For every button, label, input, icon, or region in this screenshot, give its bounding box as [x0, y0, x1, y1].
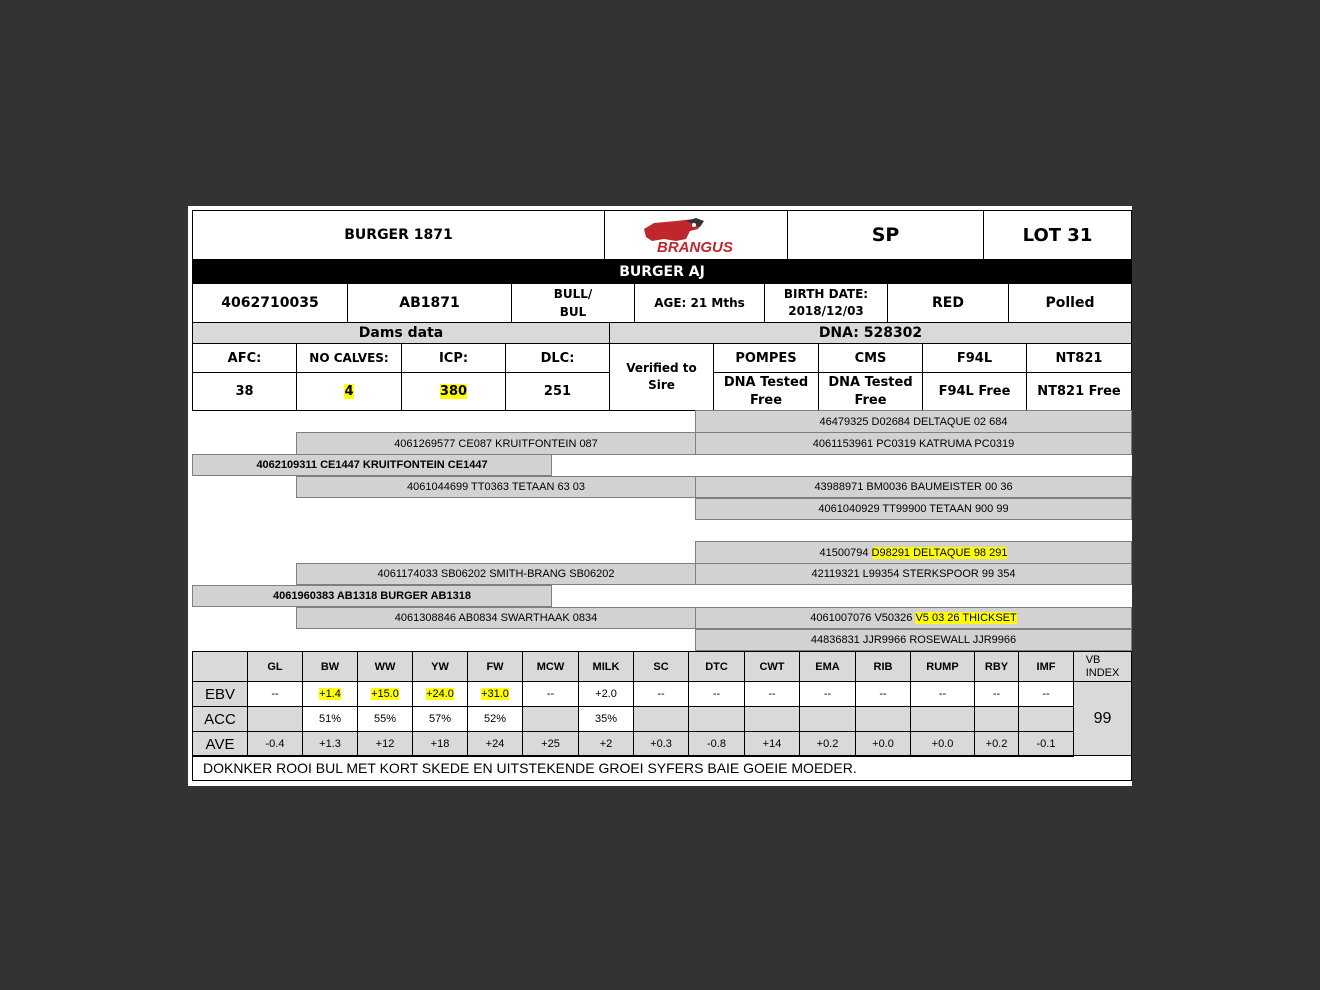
- ebv-value: +12: [357, 731, 413, 757]
- logo-text: BRANGUS: [657, 239, 733, 256]
- ebv-value: --: [247, 681, 303, 707]
- pedigree-dam-sire-sire: [695, 541, 1132, 564]
- comment-text: DOKNKER ROOI BUL MET KORT SKEDE EN UITSTEKENDE GROEI SYFERS BAIE GOEIE MOEDER.: [192, 755, 1132, 781]
- ebv-value: --: [910, 681, 975, 707]
- ebv-row-label: AVE: [192, 731, 248, 757]
- registration-number: AB1871: [347, 283, 512, 323]
- ebv-value: [302, 681, 358, 707]
- dna-test-name: NT821: [1026, 343, 1132, 373]
- birth-date-label: BIRTH DATE:: [783, 287, 869, 301]
- dna-test-result: DNA Tested Free: [818, 372, 923, 411]
- ebv-value: [357, 681, 413, 707]
- animal-name: BURGER 1871: [192, 210, 605, 260]
- ebv-value: [412, 681, 468, 707]
- ebv-value: 57%: [412, 706, 468, 732]
- pedigree-sire-sire-dam: 4061153961 PC0319 KATRUMA PC0319: [695, 432, 1132, 455]
- ebv-value: +25: [522, 731, 579, 757]
- ebv-highlight: +24.0: [426, 688, 454, 700]
- pedigree-dam-dam-dam: 44836831 JJR9966 ROSEWALL JJR9966: [695, 629, 1132, 651]
- ebv-column-header: BW: [302, 651, 358, 682]
- ebv-row-label: ACC: [192, 706, 248, 732]
- grade-label: SP: [787, 210, 984, 260]
- dams-data-heading: Dams data: [192, 322, 610, 344]
- no-calves-value: 4: [344, 384, 354, 399]
- ebv-column-header: MCW: [522, 651, 579, 682]
- ebv-column-header: YW: [412, 651, 468, 682]
- ebv-column-header: SC: [633, 651, 689, 682]
- no-calves-label: NO CALVES:: [296, 343, 402, 373]
- birth-date-cell: [764, 283, 888, 323]
- ebv-value: 51%: [302, 706, 358, 732]
- ebv-value: [974, 706, 1019, 732]
- ebv-value: +18: [412, 731, 468, 757]
- ebv-value: [910, 706, 975, 732]
- pedigree-sire-sire-sire: 46479325 D02684 DELTAQUE 02 684: [695, 410, 1132, 433]
- ebv-column-header: EMA: [799, 651, 856, 682]
- ebv-value: +0.0: [910, 731, 975, 757]
- ebv-highlight: +15.0: [371, 688, 399, 700]
- dlc-label: DLC:: [505, 343, 610, 373]
- ebv-value: --: [522, 681, 579, 707]
- ebv-value: +0.3: [633, 731, 689, 757]
- pedigree-sire-sire: 4061269577 CE087 KRUITFONTEIN 087: [296, 432, 696, 455]
- age-label: AGE: 21 Mths: [634, 283, 765, 323]
- ebv-value: --: [799, 681, 856, 707]
- pedigree-id-text: 4061007076 V50326: [810, 612, 916, 624]
- dna-test-name: F94L: [922, 343, 1027, 373]
- ebv-column-header: IMF: [1018, 651, 1074, 682]
- afc-value: 38: [192, 372, 297, 411]
- ebv-value: --: [688, 681, 745, 707]
- ebv-value: -0.8: [688, 731, 745, 757]
- ebv-column-header: RBY: [974, 651, 1019, 682]
- ebv-value: [855, 706, 911, 732]
- dna-test-name: POMPES: [713, 343, 819, 373]
- ebv-column-header: CWT: [744, 651, 800, 682]
- dna-test-name: CMS: [818, 343, 923, 373]
- pedigree-id-text: 41500794: [819, 546, 872, 559]
- dlc-value: 251: [505, 372, 610, 411]
- ebv-column-header: MILK: [578, 651, 634, 682]
- pedigree-sire-dam-sire: 43988971 BM0036 BAUMEISTER 00 36: [695, 476, 1132, 498]
- pedigree-sire: 4062109311 CE1447 KRUITFONTEIN CE1447: [192, 454, 552, 476]
- ebv-value: +14: [744, 731, 800, 757]
- ebv-value: +2: [578, 731, 634, 757]
- ebv-value: -0.4: [247, 731, 303, 757]
- breeder-banner: BURGER AJ: [192, 260, 1132, 284]
- ebv-column-header: RUMP: [910, 651, 975, 682]
- ebv-corner: [192, 651, 248, 682]
- ebv-value: --: [974, 681, 1019, 707]
- pedigree-dam-sire: 4061174033 SB06202 SMITH-BRANG SB06202: [296, 563, 696, 585]
- ebv-value: +1.3: [302, 731, 358, 757]
- ebv-value: 55%: [357, 706, 413, 732]
- pedigree-sire-dam-dam: 4061040929 TT99900 TETAAN 900 99: [695, 498, 1132, 520]
- ebv-value: --: [1018, 681, 1074, 707]
- ebv-value: [744, 706, 800, 732]
- ebv-value: +0.0: [855, 731, 911, 757]
- pedigree-highlight-text: D98291 DELTAQUE 98 291: [871, 546, 1008, 559]
- dna-heading: DNA: 528302: [609, 322, 1132, 344]
- ebv-value: 52%: [467, 706, 523, 732]
- pedigree-dam-sire-dam: 42119321 L99354 STERKSPOOR 99 354: [695, 563, 1132, 585]
- brangus-logo: [604, 210, 788, 260]
- ebv-column-header: WW: [357, 651, 413, 682]
- pedigree-dam-dam-sire: [695, 607, 1132, 629]
- ebv-value: [799, 706, 856, 732]
- lot-card: [188, 206, 1132, 786]
- sex-label: BULL/ BUL: [511, 283, 635, 323]
- ebv-row-label: EBV: [192, 681, 248, 707]
- ebv-highlight: +1.4: [319, 688, 341, 700]
- ebv-value: -0.1: [1018, 731, 1074, 757]
- ebv-column-header: GL: [247, 651, 303, 682]
- afc-label: AFC:: [192, 343, 297, 373]
- vb-index-label: VB INDEX: [1073, 651, 1132, 682]
- icp-value-cell: [401, 372, 506, 411]
- ebv-value: +24: [467, 731, 523, 757]
- ebv-value: [467, 681, 523, 707]
- horn-status: Polled: [1008, 283, 1132, 323]
- icp-label: ICP:: [401, 343, 506, 373]
- ebv-value: +0.2: [799, 731, 856, 757]
- pedigree-dam: 4061960383 AB1318 BURGER AB1318: [192, 585, 552, 607]
- vb-index-value: 99: [1073, 681, 1132, 756]
- pedigree-highlight-text: V5 03 26 THICKSET: [915, 612, 1017, 624]
- pedigree-dam-dam: 4061308846 AB0834 SWARTHAAK 0834: [296, 607, 696, 629]
- ebv-value: [633, 706, 689, 732]
- icp-value: 380: [439, 384, 468, 399]
- ebv-column-header: FW: [467, 651, 523, 682]
- ebv-value: +2.0: [578, 681, 634, 707]
- ebv-value: [522, 706, 579, 732]
- ebv-value: --: [633, 681, 689, 707]
- ebv-value: [247, 706, 303, 732]
- ebv-value: 35%: [578, 706, 634, 732]
- birth-date-value: 2018/12/03: [788, 304, 864, 318]
- dna-test-result: DNA Tested Free: [713, 372, 819, 411]
- ebv-value: [1018, 706, 1074, 732]
- lot-number: LOT 31: [983, 210, 1132, 260]
- pedigree-sire-dam: 4061044699 TT0363 TETAAN 63 03: [296, 476, 696, 498]
- ebv-value: +0.2: [974, 731, 1019, 757]
- dna-test-result: F94L Free: [922, 372, 1027, 411]
- ebv-highlight: +31.0: [481, 688, 509, 700]
- id-number: 4062710035: [192, 283, 348, 323]
- ebv-value: --: [855, 681, 911, 707]
- colour-label: RED: [887, 283, 1009, 323]
- ebv-value: --: [744, 681, 800, 707]
- ebv-column-header: RIB: [855, 651, 911, 682]
- ebv-column-header: DTC: [688, 651, 745, 682]
- no-calves-value-cell: [296, 372, 402, 411]
- dna-test-result: NT821 Free: [1026, 372, 1132, 411]
- ebv-value: [688, 706, 745, 732]
- verified-to-sire: Verified to Sire: [609, 343, 714, 411]
